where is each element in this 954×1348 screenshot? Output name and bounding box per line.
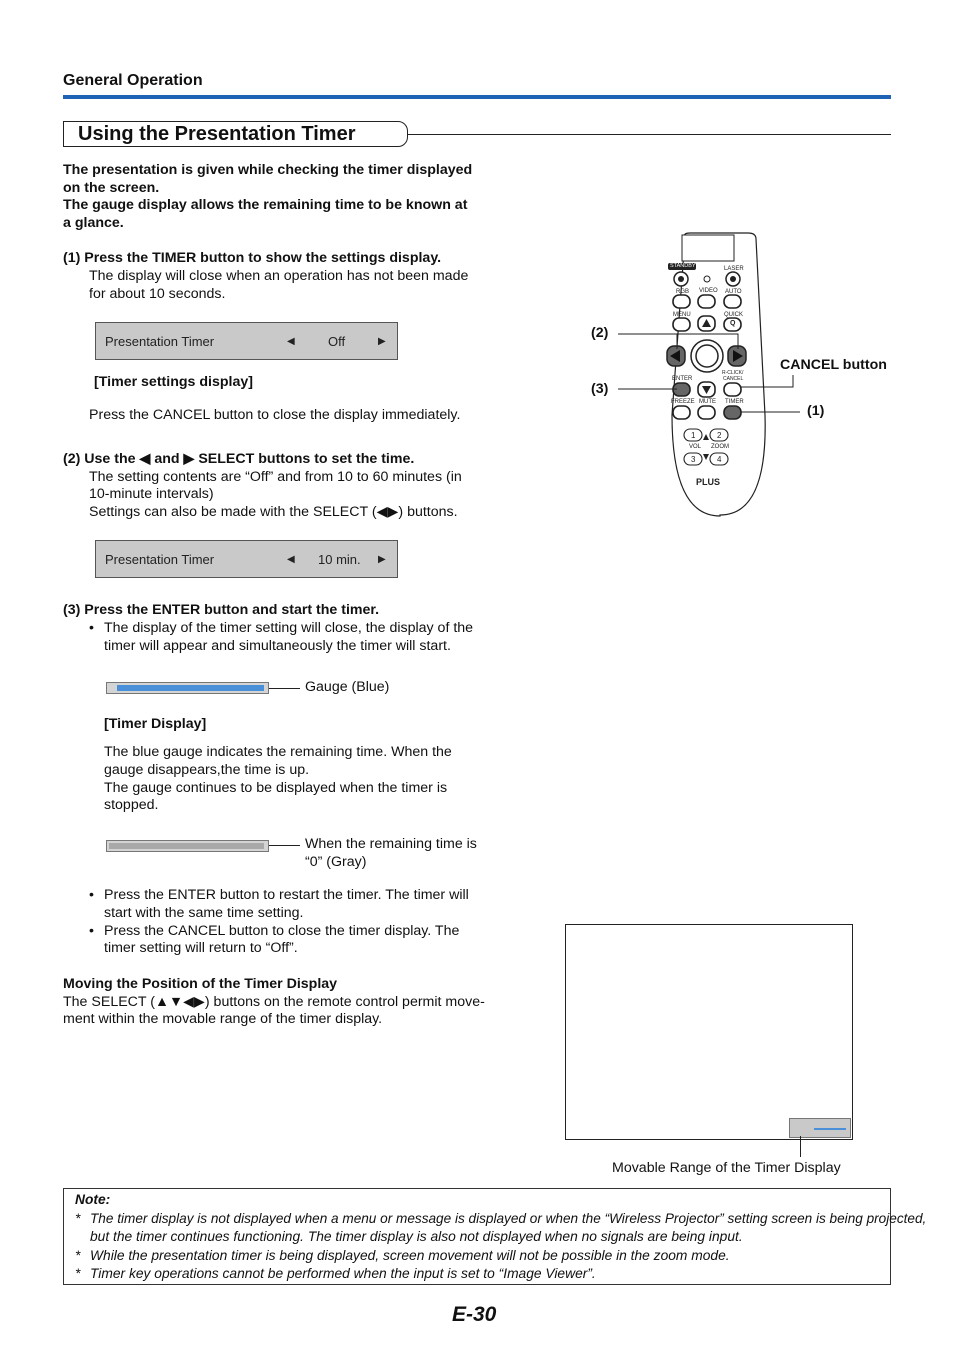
step1-line: The display will close when an operation has not been made bbox=[89, 268, 469, 284]
bullet-line: Press the ENTER button to restart the timer. The timer will bbox=[104, 887, 469, 903]
timer-gauge-blue bbox=[106, 682, 269, 694]
timer-gauge-gray bbox=[106, 840, 269, 852]
step1-line: for about 10 seconds. bbox=[89, 286, 226, 302]
header-rule bbox=[63, 95, 891, 99]
cancel-note: Press the CANCEL button to close the display immediately. bbox=[89, 407, 461, 423]
step2-line: The setting contents are “Off” and from 10 to 60 minutes (in bbox=[89, 469, 462, 485]
callout-line bbox=[269, 688, 300, 689]
note-line: Timer key operations cannot be performed when the input is set to “Image Viewer”. bbox=[90, 1266, 596, 1281]
note-line: While the presentation timer is being displayed, screen movement will not be possible in the zoom mode. bbox=[90, 1248, 730, 1263]
callout-2: (2) bbox=[591, 325, 609, 341]
bullet-line: timer setting will return to “Off”. bbox=[104, 940, 298, 956]
step3-heading: (3) Press the ENTER button and start the timer. bbox=[63, 602, 380, 618]
note-line: The timer display is not displayed when a menu or message is displayed or when the “Wireless Projector” setting screen is being projected, bbox=[90, 1211, 927, 1226]
bullet-line: start with the same time setting. bbox=[104, 905, 304, 921]
callout-line bbox=[800, 1136, 801, 1157]
callout-1: (1) bbox=[807, 403, 825, 419]
vol-label: VOL bbox=[689, 444, 702, 450]
gauge-gray-label: When the remaining time is bbox=[305, 836, 477, 852]
num3-label: 3 bbox=[691, 455, 696, 464]
desc-line: The blue gauge indicates the remaining time. When the bbox=[104, 744, 452, 760]
timer-display-caption: [Timer Display] bbox=[104, 716, 207, 732]
menu-label: MENU bbox=[673, 312, 691, 318]
gauge-gray-label: “0” (Gray) bbox=[305, 854, 367, 870]
intro-line: The presentation is given while checking the timer displayed bbox=[63, 162, 473, 178]
quick-q-label: Q bbox=[730, 320, 736, 327]
desc-line: The gauge continues to be displayed when the timer is bbox=[104, 780, 448, 796]
enter-label: ENTER bbox=[672, 376, 693, 382]
rgb-label: RGB bbox=[676, 289, 690, 295]
callout-3: (3) bbox=[591, 381, 609, 397]
note-star: * bbox=[75, 1211, 81, 1226]
cancel-label: CANCEL bbox=[723, 376, 744, 382]
step2-heading: (2) Use the ◀ and ▶ SELECT buttons to set the time. bbox=[63, 451, 415, 467]
settings-caption: [Timer settings display] bbox=[94, 374, 253, 390]
step1-heading: (1) Press the TIMER button to show the settings display. bbox=[63, 250, 442, 266]
note-title: Note: bbox=[75, 1192, 111, 1207]
osd-value: Off bbox=[328, 334, 346, 349]
section-heading: General Operation bbox=[63, 72, 203, 89]
gauge-blue-label: Gauge (Blue) bbox=[305, 679, 390, 695]
note-star: * bbox=[75, 1266, 81, 1281]
freeze-label: FREEZE bbox=[671, 399, 695, 405]
osd-left-arrow: ◀ bbox=[287, 554, 295, 565]
osd-label: Presentation Timer bbox=[105, 334, 215, 349]
page-number: E-30 bbox=[452, 1303, 497, 1326]
timer-display-preview bbox=[789, 1118, 851, 1138]
bullet-line: Press the CANCEL button to close the timer display. The bbox=[104, 923, 460, 939]
desc-line: gauge disappears,the time is up. bbox=[104, 762, 310, 778]
bullet: • bbox=[89, 887, 94, 903]
title-line bbox=[408, 134, 891, 135]
osd-right-arrow: ▶ bbox=[378, 336, 386, 347]
step2-line: Settings can also be made with the SELECT (◀▶) buttons. bbox=[89, 504, 458, 520]
moving-heading: Moving the Position of the Timer Display bbox=[63, 976, 338, 992]
note-line: but the timer continues functioning. The timer display is also not displayed when no signals are being input. bbox=[90, 1229, 743, 1244]
video-label: VIDEO bbox=[699, 288, 718, 294]
step3-line: The display of the timer setting will close, the display of the bbox=[104, 620, 474, 636]
num2-label: 2 bbox=[717, 431, 722, 440]
laser-label: LASER bbox=[724, 266, 744, 272]
brand-logo: PLUS bbox=[696, 477, 721, 487]
osd-right-arrow: ▶ bbox=[378, 554, 386, 565]
timer-settings-osd bbox=[95, 322, 398, 360]
num4-label: 4 bbox=[717, 455, 722, 464]
step3-line: timer will appear and simultaneously the timer will start. bbox=[104, 638, 451, 654]
note-star: * bbox=[75, 1248, 81, 1263]
auto-label: AUTO bbox=[725, 289, 742, 295]
timer-settings-osd bbox=[95, 540, 398, 578]
intro-line: on the screen. bbox=[63, 180, 160, 196]
desc-line: stopped. bbox=[104, 797, 159, 813]
movable-range-screen bbox=[565, 924, 853, 1140]
screen-caption: Movable Range of the Timer Display bbox=[612, 1160, 841, 1176]
intro-line: a glance. bbox=[63, 215, 124, 231]
cancel-button-callout: CANCEL button bbox=[780, 357, 887, 373]
step2-line: 10-minute intervals) bbox=[89, 486, 214, 502]
timer-label: TIMER bbox=[725, 399, 744, 405]
intro-line: The gauge display allows the remaining time to be known at bbox=[63, 197, 468, 213]
standby-label: STANDBY bbox=[670, 263, 696, 269]
zoom-label: ZOOM bbox=[711, 444, 729, 450]
moving-line: ment within the movable range of the timer display. bbox=[63, 1011, 383, 1027]
page-title: Using the Presentation Timer bbox=[78, 123, 356, 145]
bullet: • bbox=[89, 620, 94, 636]
callout-line bbox=[269, 845, 300, 846]
osd-value: 10 min. bbox=[318, 552, 361, 567]
rclick-label: R-CLICK/ bbox=[722, 370, 744, 376]
num1-label: 1 bbox=[691, 431, 696, 440]
bullet: • bbox=[89, 923, 94, 939]
osd-left-arrow: ◀ bbox=[287, 336, 295, 347]
mute-label: MUTE bbox=[699, 399, 716, 405]
osd-label: Presentation Timer bbox=[105, 552, 215, 567]
quick-label: QUICK bbox=[724, 312, 744, 318]
moving-line: The SELECT (▲▼◀▶) buttons on the remote control permit move- bbox=[63, 994, 485, 1010]
